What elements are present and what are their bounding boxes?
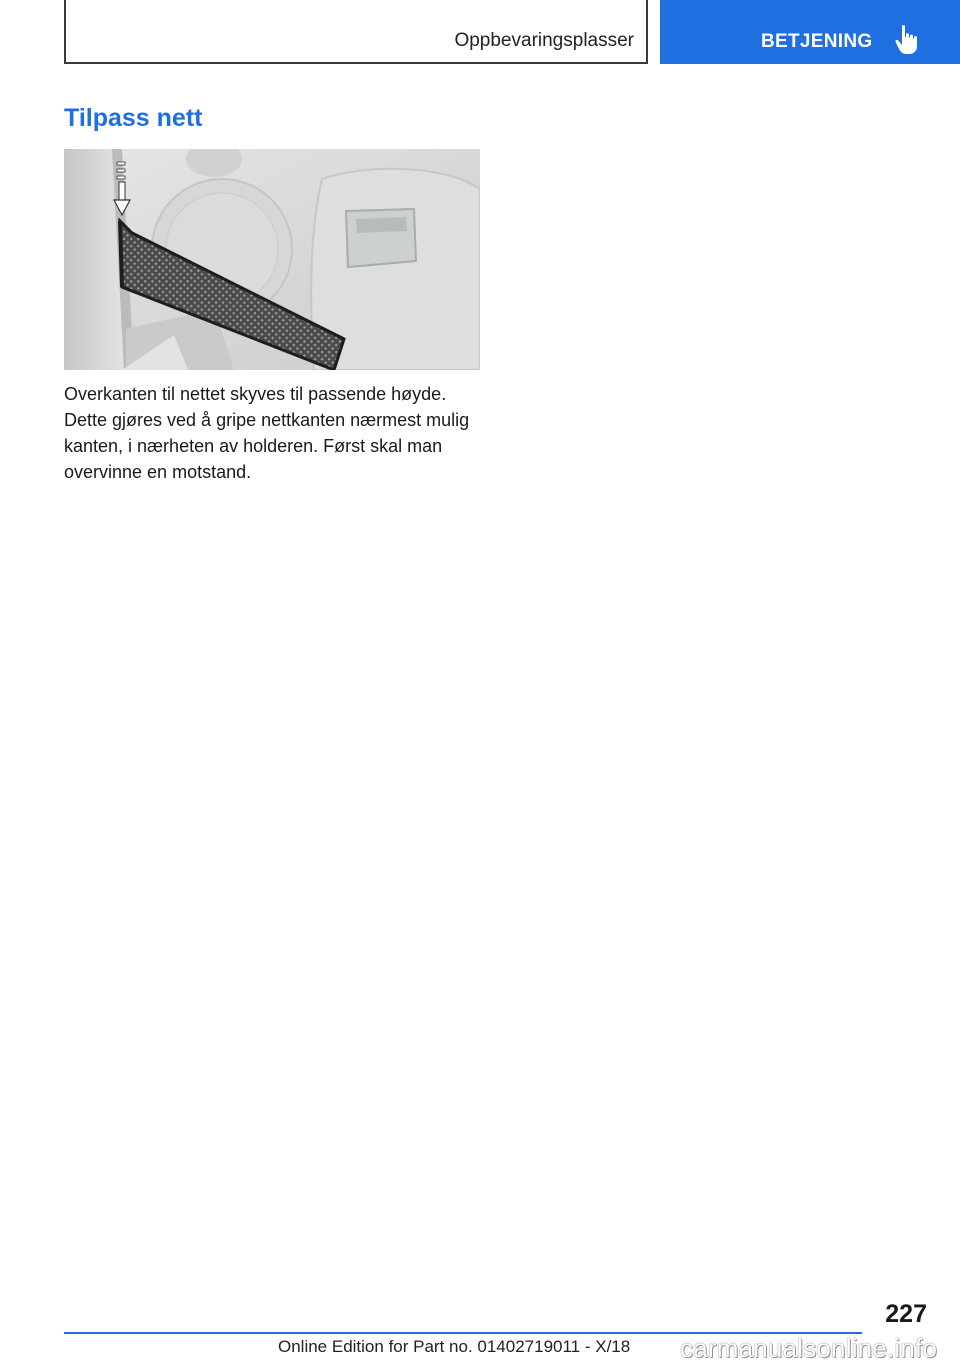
edition-footer: Online Edition for Part no. 01402719011 - X/18 [278,1337,631,1356]
cargo-net-figure [64,149,480,370]
pointing-hand-icon [894,24,920,56]
instruction-paragraph: Overkanten til nettet skyves til passende høyde. Dette gjøres ved å gripe nettkanten nærmest mulig kanten, i nærheten av holderen. Først skal man overvinne en motstand. [64,384,470,482]
cargo-net-illustration [64,149,480,370]
section-title: Oppbevaringsplasser [454,30,634,51]
header-section-box [64,0,648,64]
page-title: Tilpass nett [64,104,203,132]
chapter-tab [660,0,960,64]
watermark: carmanualsonline.info [680,1333,938,1363]
page-number: 227 [885,1300,927,1328]
chapter-title: BETJENING [761,31,873,52]
